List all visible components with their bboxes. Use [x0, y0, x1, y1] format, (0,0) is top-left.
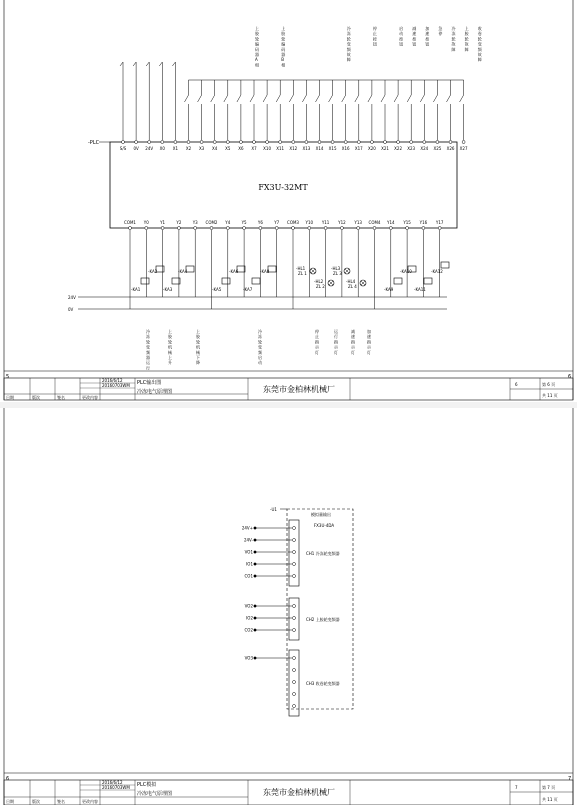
output-terminal-label: Y7: [274, 220, 280, 225]
plc-input-terminal: [224, 80, 231, 151]
plc-model: FX3U-32MT: [258, 183, 308, 192]
svg-text:-KA2: -KA2: [148, 269, 158, 274]
plc-output-terminal: [192, 220, 198, 297]
plc-output-terminal: [159, 220, 165, 297]
relay-ka2: [148, 266, 164, 274]
svg-text:-KA8: -KA8: [260, 269, 270, 274]
plc-input-terminal: [447, 80, 455, 151]
plc-input-terminal: [302, 80, 310, 151]
svg-text:ZL 1: ZL 1: [298, 271, 307, 276]
svg-text:ZL 2: ZL 2: [316, 284, 325, 289]
plc-input-terminal: [185, 80, 192, 151]
analog-channel-ch1: [242, 520, 340, 586]
input-function-label: 加速按钮: [425, 26, 430, 47]
input-terminal-label: X15: [328, 146, 337, 151]
plc-input-terminal: [276, 80, 284, 151]
plc-output-row: [124, 220, 444, 309]
input-labels: [255, 25, 483, 67]
drawing-date: 2016/6/12: [102, 378, 123, 383]
plc-input-terminal: [381, 80, 389, 151]
svg-text:-HL1: -HL1: [296, 266, 306, 271]
input-terminal-label: 0V: [133, 146, 139, 151]
svg-text:-HL2: -HL2: [314, 279, 324, 284]
relay-ka4: [178, 266, 194, 274]
plc-output-terminal: [257, 220, 263, 297]
output-terminal-label: Y3: [192, 220, 198, 225]
output-terminal-label: Y5: [241, 220, 247, 225]
plc-input-terminal: [342, 80, 350, 151]
rev-label-date: 日期: [6, 395, 14, 400]
drawing-date-2: 2016/6/12: [102, 780, 123, 785]
relay-ka9: [384, 278, 402, 292]
sheet-separator: [0, 402, 577, 408]
analog-wire-label: VO2: [244, 603, 253, 609]
plc-input-terminal: [460, 80, 468, 151]
svg-text:-KA3: -KA3: [163, 287, 173, 292]
output-terminal-label: Y13: [354, 220, 362, 225]
output-function-label: 加速指示灯: [367, 329, 371, 355]
output-terminal-label: Y11: [321, 220, 330, 225]
corner-number-left: 5: [6, 374, 10, 380]
drawing-title: PLC输出图: [137, 380, 162, 386]
input-terminal-label: X13: [302, 146, 311, 151]
plc-input-terminal: [120, 62, 127, 151]
relay-ka10: [400, 266, 416, 274]
rev-label-sign: 签名: [57, 395, 65, 400]
rail-label-0v: 0V: [68, 307, 74, 312]
lamp-hl2: [314, 279, 334, 289]
lamp-hl1: [296, 266, 316, 276]
output-terminal-label: Y6: [257, 220, 263, 225]
input-terminal-label: X11: [276, 146, 285, 151]
corner-number-right: 6: [568, 374, 572, 380]
input-terminal-label: X6: [238, 146, 244, 151]
input-function-label: 启动按钮: [399, 26, 404, 47]
input-terminal-label: X26: [446, 146, 455, 151]
svg-text:-KA7: -KA7: [243, 287, 253, 292]
plc-output-terminal: [241, 220, 247, 297]
output-terminal-label: Y17: [435, 220, 444, 225]
svg-text:-HL3: -HL3: [331, 266, 341, 271]
analog-wire-label: CO2: [244, 627, 253, 633]
input-terminal-label: X22: [394, 146, 403, 151]
title-block-2: [4, 780, 573, 805]
sheet-1: [4, 0, 573, 400]
analog-wire-label: VO1: [244, 549, 253, 555]
plc-input-terminal: [394, 80, 402, 151]
input-terminal-label: X14: [315, 146, 324, 151]
plc-input-terminal: [433, 80, 441, 151]
relay-ka12: [431, 262, 449, 274]
rev-label-content: 更改内容: [82, 395, 98, 400]
output-function-labels: [146, 328, 372, 370]
plc-output-terminal: [369, 220, 381, 309]
input-terminal-label: X20: [367, 146, 376, 151]
output-terminal-label: COM1: [124, 220, 136, 225]
analog-channel-ch2: [245, 598, 340, 640]
input-function-label: 急停: [438, 26, 443, 37]
analog-wire-label: 24V+: [241, 525, 253, 531]
corner-number-right-2: 7: [568, 776, 572, 782]
output-function-label: 减速指示灯: [351, 329, 355, 355]
lamp-hl4: [346, 279, 366, 289]
plc-label: -PLC: [88, 140, 100, 146]
svg-text:-KA11: -KA11: [414, 287, 426, 292]
relay-ka7: [243, 278, 260, 292]
input-function-label: 冷冻轮故障: [451, 26, 456, 52]
output-terminal-label: Y14: [387, 220, 395, 225]
plc-output-terminal: [287, 220, 299, 309]
sheet-page-2: 第 7 页: [542, 785, 556, 790]
sheet-number: 6: [515, 382, 518, 387]
svg-text:-HL4: -HL4: [346, 279, 356, 284]
input-terminal-label: X24: [420, 146, 429, 151]
input-terminal-label: X16: [341, 146, 350, 151]
plc-input-row: [120, 62, 468, 151]
analog-wire-label: IO2: [246, 615, 253, 621]
output-function-label: 冷冻轮变频启动: [258, 329, 262, 366]
plc-output-terminal: [273, 220, 279, 297]
plc-output-terminal: [386, 220, 395, 297]
plc-input-terminal: [172, 62, 178, 151]
module-title: 模拟量输出: [311, 512, 331, 517]
plc-input-terminal: [289, 80, 297, 151]
svg-text:-KA1: -KA1: [131, 287, 141, 292]
analog-wire-label: 24V-: [243, 537, 253, 543]
input-terminal-label: X0: [159, 146, 165, 151]
output-function-label: 上胶轮机械下降: [196, 329, 200, 366]
drawing-code-2: 20160703WM: [102, 785, 130, 790]
output-terminal-label: Y16: [419, 220, 428, 225]
sheet-number-2: 7: [515, 785, 518, 790]
output-function-label: 上胶轮机械上升: [168, 329, 172, 366]
svg-text:ZL 4: ZL 4: [348, 284, 357, 289]
output-terminal-label: Y12: [338, 220, 346, 225]
sheet-2: [4, 408, 573, 805]
input-terminal-label: X12: [289, 146, 298, 151]
output-terminal-label: Y4: [225, 220, 231, 225]
input-function-label: 冷冻轮变频故障: [346, 26, 351, 63]
input-terminal-label: X2: [185, 146, 192, 151]
output-terminal-label: COM3: [287, 220, 299, 225]
input-terminal-label: X25: [433, 146, 442, 151]
analog-wire-label: CO1: [244, 573, 253, 579]
analog-channel-label: CH3 收卷轮变频器: [306, 681, 340, 686]
input-terminal-label: X1: [172, 146, 179, 151]
drawing-subtitle-2: 冷冻电气原理图: [137, 791, 173, 797]
relay-ka11: [414, 278, 432, 292]
analog-channel-label: CH2 上胶轮变频器: [306, 617, 340, 622]
plc-input-terminal: [420, 80, 428, 151]
sheet-page: 第 6 页: [542, 382, 556, 387]
output-function-label: 停止指示灯: [315, 329, 319, 355]
sheet-total-2: 共 11 页: [542, 797, 558, 802]
input-terminal-label: X3: [198, 146, 205, 151]
svg-text:-KA12: -KA12: [431, 269, 443, 274]
plc-output-terminal: [124, 220, 136, 309]
svg-text:-KA5: -KA5: [212, 287, 222, 292]
input-terminal-label: 24V: [145, 146, 154, 151]
analog-wire-label: IO1: [246, 561, 253, 567]
output-terminal-label: Y1: [160, 220, 166, 225]
plc-output-terminal: [206, 220, 218, 309]
input-function-label: 上胶轮编码器 B 相: [281, 26, 286, 68]
input-function-label: 收卷轮变频故障: [477, 26, 482, 63]
indicator-lamps: [296, 266, 366, 289]
plc-input-terminal: [211, 80, 218, 151]
plc-input-terminal: [133, 62, 139, 151]
output-terminal-label: Y15: [403, 220, 411, 225]
plc-output-terminal: [305, 220, 314, 297]
drawing-code: 20160703WM: [102, 383, 130, 388]
rev-label-content-2: 更改内容: [82, 799, 98, 804]
rev-label-version-2: 版次: [32, 799, 40, 804]
output-function-label: 运行指示灯: [334, 329, 338, 355]
svg-text:-KA6: -KA6: [229, 269, 239, 274]
plc-output-terminal: [402, 220, 411, 297]
svg-text:-KA10: -KA10: [400, 269, 412, 274]
output-terminal-label: COM4: [368, 220, 381, 225]
input-terminal-label: X27: [459, 146, 468, 151]
input-terminal-label: X4: [212, 146, 218, 151]
plc-input-terminal: [237, 80, 244, 151]
svg-text:ZL 3: ZL 3: [333, 271, 342, 276]
output-terminal-label: COM2: [205, 220, 218, 225]
input-terminal-label: X23: [407, 146, 416, 151]
analog-module-frame: [287, 509, 353, 709]
plc-input-terminal: [329, 80, 337, 151]
input-terminal-label: X21: [381, 146, 389, 151]
company-name-2: 东莞市金柏林机械厂: [263, 788, 335, 797]
input-function-label: 停止按钮: [372, 26, 377, 47]
company-name: 东莞市金柏林机械厂: [263, 385, 335, 394]
output-terminal-label: Y0: [143, 220, 149, 225]
module-model: FX3U-4DA: [313, 523, 335, 528]
plc-output-terminal: [224, 220, 230, 297]
analog-channels: [242, 520, 340, 716]
plc-output-terminal: [435, 220, 444, 297]
plc-output-terminal: [175, 220, 181, 297]
plc-input-terminal: [263, 80, 271, 151]
input-function-label: 减速按钮: [412, 26, 417, 47]
drawing-subtitle: 冷冻电气原理图: [137, 389, 173, 395]
rev-label-sign-2: 签名: [57, 799, 65, 804]
title-block-1: [4, 378, 573, 400]
plc-input-terminal: [198, 80, 205, 151]
plc-input-terminal: [407, 80, 415, 151]
plc-input-terminal: [368, 80, 376, 151]
output-terminal-label: Y10: [305, 220, 314, 225]
input-terminal-label: X10: [263, 146, 272, 151]
relay-ka8: [260, 266, 276, 274]
input-terminal-label: X17: [354, 146, 363, 151]
plc-output-terminal: [337, 220, 346, 297]
plc-input-terminal: [316, 80, 324, 151]
sheet-total: 共 11 页: [542, 393, 558, 398]
analog-channel-ch3: [245, 650, 340, 716]
svg-text:-KA4: -KA4: [178, 269, 188, 274]
corner-number-left-2: 6: [6, 776, 10, 782]
analog-channel-label: CH1 冷冻轮变频器: [306, 551, 340, 556]
output-function-label: 冷冻轮变频器运行: [146, 329, 150, 371]
lamp-hl3: [331, 266, 350, 276]
plc-input-terminal: [355, 80, 363, 151]
output-terminal-label: Y2: [176, 220, 182, 225]
input-function-label: 上胶轮故障: [464, 26, 469, 52]
plc-input-terminal: [250, 80, 257, 151]
svg-text:-KA9: -KA9: [384, 287, 394, 292]
plc-input-terminal: [145, 62, 153, 151]
plc-input-terminal: [159, 62, 165, 151]
input-terminal-label: X7: [251, 146, 257, 151]
input-function-label: 上胶轮编码器 A 相: [255, 26, 259, 68]
relay-ka5: [212, 278, 230, 292]
input-terminal-label: X5: [225, 146, 231, 151]
analog-wire-label: VO3: [244, 655, 253, 661]
rail-label-24v: 24V: [68, 295, 76, 300]
plc-output-terminal: [143, 220, 149, 297]
plc-output-terminal: [419, 220, 428, 297]
rev-label-date-2: 日期: [6, 799, 14, 804]
relay-ka6: [229, 266, 245, 274]
rev-label-version: 版次: [32, 395, 40, 400]
input-terminal-label: S/S: [119, 146, 127, 151]
module-label: -U1: [270, 507, 277, 512]
relay-ka3: [163, 278, 180, 292]
drawing-title-2: PLC模拟: [137, 782, 157, 788]
